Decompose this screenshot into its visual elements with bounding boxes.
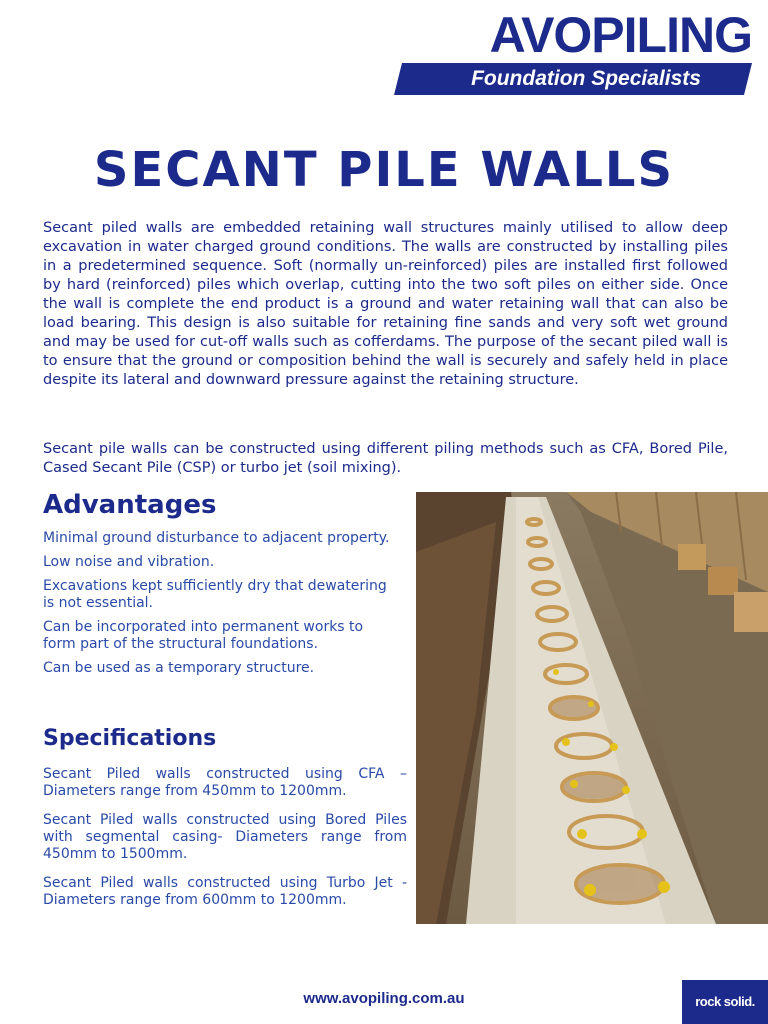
specifications-heading: Specifications <box>43 726 217 751</box>
specification-item: Secant Piled walls constructed using Bored Piles with segmental casing- Diameters range from 450mm to 1500mm. <box>43 812 407 862</box>
methods-paragraph: Secant pile walls can be constructed using different piling methods such as CFA, Bored Pile, Cased Secant Pile (CSP) or turbo jet (soil mixing). <box>43 441 728 476</box>
advantage-item: Excavations kept sufficiently dry that dewatering is not essential. <box>43 578 387 611</box>
advantages-heading: Advantages <box>43 490 217 520</box>
advantage-item: Low noise and vibration. <box>43 554 215 570</box>
advantage-item: Can be incorporated into permanent works to form part of the structural foundations. <box>43 619 364 652</box>
intro-paragraph: Secant piled walls are embedded retaining wall structures mainly utilised to allow deep excavation in water charged ground conditions. The walls are constructed by installing piles in a predetermined sequence. Soft (normally un-reinforced) piles are installed first followed by hard (reinforced) piles which overlap, cutting into the two soft piles on either side. Once the wall is complete the end product is a ground and water retaining wall that can also be load bearing. This design is also suitable for retaining fine sands and very soft wet ground and may be used for cut-off walls such as cofferdams. The purpose of the secant piled wall is to ensure that the ground or composition behind the wall is securely and safely held in place despite its lateral and downward pressure against the retaining structure. <box>43 220 728 388</box>
specification-item: Secant Piled walls constructed using CFA – Diameters range from 450mm to 1200mm. <box>43 766 407 799</box>
rock-solid-label: rock solid. <box>695 994 755 1009</box>
company-logo <box>402 8 752 94</box>
rock-solid-badge <box>682 980 768 1024</box>
secant-pile-photo <box>416 492 768 924</box>
advantages-list <box>43 530 393 684</box>
logo-tagline: Foundation Specialists <box>471 67 701 90</box>
advantage-item: Can be used as a temporary structure. <box>43 660 315 676</box>
specifications-list <box>43 766 407 921</box>
advantage-item: Minimal ground disturbance to adjacent property. <box>43 530 390 546</box>
logo-wordmark: AVOPILING <box>489 7 752 63</box>
website-url: www.avopiling.com.au <box>303 990 465 1007</box>
specification-item: Secant Piled walls constructed using Turbo Jet - Diameters range from 600mm to 1200mm. <box>43 875 407 908</box>
page-title: SECANT PILE WALLS <box>93 142 675 198</box>
